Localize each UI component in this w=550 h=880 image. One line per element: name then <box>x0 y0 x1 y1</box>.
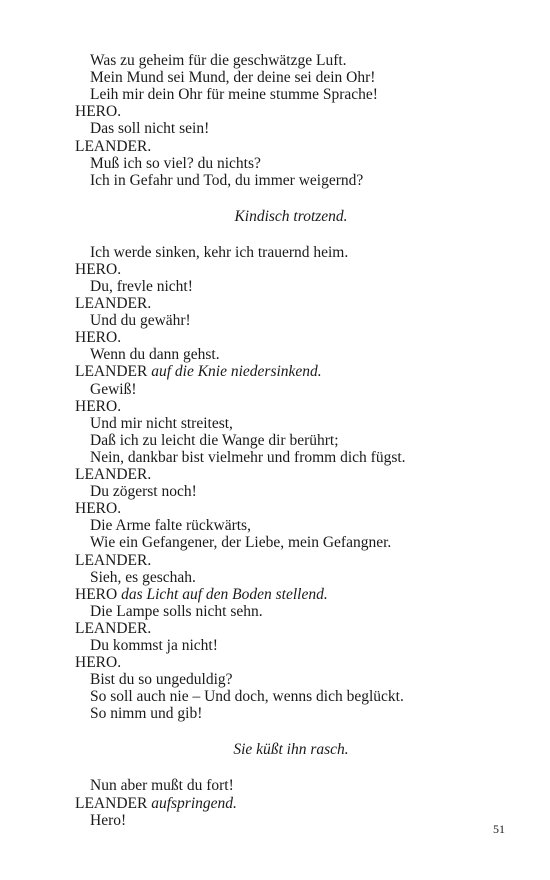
verse-line: Sieh, es geschah. <box>90 568 196 586</box>
speaker-name <box>75 586 328 603</box>
verse-line: Du zögerst noch! <box>90 483 197 501</box>
speaker-label: LEANDER <box>75 794 148 812</box>
verse-line: Die Arme falte rückwärts, <box>90 517 251 535</box>
verse-line: Und du gewähr! <box>90 312 191 330</box>
speaker-name: LEANDER. <box>75 466 152 483</box>
verse-line: Das soll nicht sein! <box>90 120 210 138</box>
speaker-name: HERO. <box>75 103 122 121</box>
verse-line: Leih mir dein Ohr für meine stumme Sprache! <box>90 86 378 104</box>
verse-line: Die Lampe solls nicht sehn. <box>90 602 263 620</box>
verse-line: Ich in Gefahr und Tod, du immer weigernd? <box>90 171 364 189</box>
speaker-name: HERO. <box>75 654 122 672</box>
speaker-name: LEANDER. <box>75 295 152 312</box>
verse-line: Nein, dankbar bist vielmehr und fromm dich fügst. <box>90 448 406 466</box>
page-number: 51 <box>493 822 505 836</box>
verse-line: Wie ein Gefangener, der Liebe, mein Gefangner. <box>90 534 392 552</box>
verse-line: Muß ich so viel? du nichts? <box>90 154 261 172</box>
stage-direction: Kindisch trotzend. <box>234 207 348 225</box>
inline-stage-direction: auf die Knie niedersinkend. <box>147 363 322 381</box>
speaker-name: LEANDER. <box>75 551 152 569</box>
verse-line: Und mir nicht streitest, <box>90 414 233 432</box>
speaker-label: LEANDER <box>75 363 148 381</box>
stage-direction: Sie küßt ihn rasch. <box>233 741 349 759</box>
verse-line: Bist du so ungeduldig? <box>90 671 233 689</box>
verse-line: Mein Mund sei Mund, der deine sei dein Ohr! <box>90 69 376 87</box>
speaker-name: HERO. <box>75 260 122 278</box>
speaker-name: HERO. <box>75 500 122 518</box>
speaker-name: LEANDER. <box>75 137 152 155</box>
speaker-name: LEANDER. <box>75 619 152 637</box>
verse-line: Daß ich zu leicht die Wange dir berührt; <box>90 431 339 449</box>
verse-line: So nimm und gib! <box>90 705 203 723</box>
verse-line: So soll auch nie – Und doch, wenns dich beglückt. <box>90 688 404 706</box>
verse-line: Nun aber mußt du fort! <box>90 777 234 795</box>
verse-line: Du, frevle nicht! <box>90 277 193 295</box>
speaker-name <box>75 795 237 812</box>
verse-line: Was zu geheim für die geschwätzge Luft. <box>90 52 347 69</box>
verse-line: Wenn du dann gehst. <box>90 346 220 364</box>
inline-stage-direction: das Licht auf den Boden stellend. <box>117 585 328 603</box>
verse-line: Hero! <box>90 811 127 829</box>
speaker-name: HERO. <box>75 329 122 347</box>
speaker-name <box>75 363 322 380</box>
speaker-name: HERO. <box>75 397 122 415</box>
verse-line: Du kommst ja nicht! <box>90 637 218 654</box>
verse-line: Gewiß! <box>90 380 137 398</box>
verse-line: Ich werde sinken, kehr ich trauernd heim. <box>90 243 349 261</box>
inline-stage-direction: aufspringend. <box>147 794 237 812</box>
speaker-label: HERO <box>75 585 118 603</box>
